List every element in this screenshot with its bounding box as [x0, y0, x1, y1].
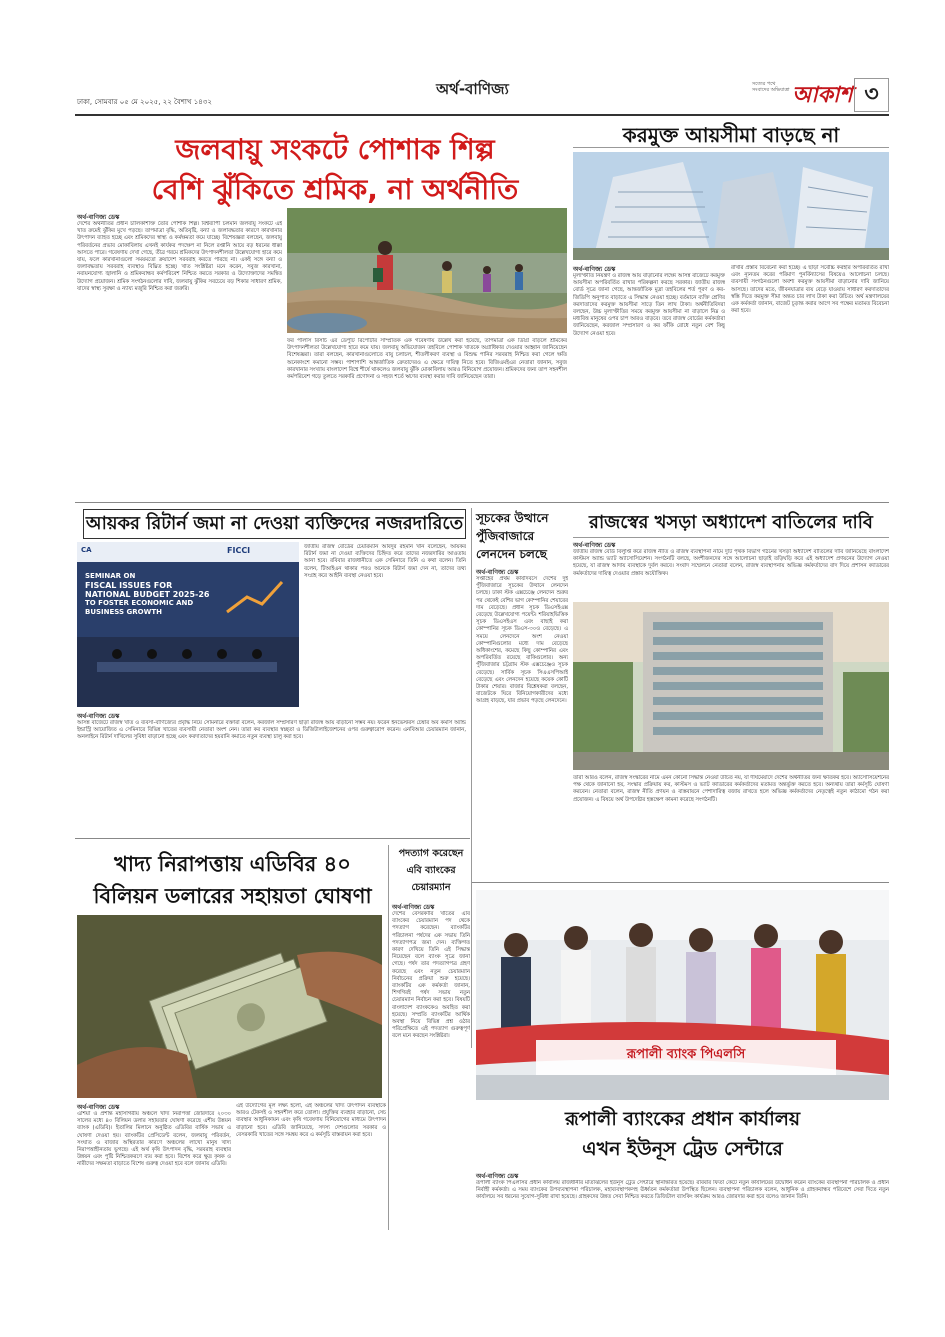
story8-body: রূপালী ব্যাংক পিএলসির প্রধান কার্যালয় রাজধানীর মতিঝিলের ইউনূস ট্রেড সেন্টারে স্থানান্তরিত হয়েছে। রবিবার ফিতা কেটে নতুন কার্যালয়ের উদ্বোধন করেন ব্যাংকের ব্যবস্থাপনা পরিচালক ও প্রধান নির্বাহী কর্মকর্তা। এ সময় ব্যাংকের উপব্যবস্থাপনা পরিচালক, মহাব্যবস্থাপকসহ ঊর্ধ্বতন কর্মকর্তারা উপস্থিত ছিলেন। ব্যবস্থাপনা পরিচালক বলেন, আধুনিক ও গ্রাহকবান্ধব পরিবেশে সেবা দিতে নতুন কার্যালয়ে সব ধরনের সুযোগ-সুবিধা রাখা হয়েছে। গ্রাহকদের উন্নত সেবা নিশ্চিত করতে ডিজিটাল ব্যাংকিং কার্যক্রম আরও জোরদার করা হবে বলেও জানান তিনি। [476, 1180, 889, 1201]
banner-line-2: FISCAL ISSUES FOR [85, 581, 173, 590]
story8-byline: অর্থ-বাণিজ্য ডেস্ক [476, 1173, 519, 1180]
story3-body-side: জাতীয় রাজস্ব বোর্ডের চেয়ারম্যান আবদুর রহমান খান বলেছেন, আয়কর রিটার্ন জমা না দেওয়া ব্যক্তিদের চিহ্নিত করে তাদের নজরদারির আওতায় আনা হবে। রবিবার রাজধানীতে এক সেমিনারে তিনি এ কথা বলেন। তিনি বলেন, টিআইএন থাকার পরও অনেকে রিটার্ন জমা দেন না, তাদের তথ্য সংগ্রহ করে আইনি ব্যবস্থা নেওয়া হবে। [304, 544, 466, 579]
banner-line-5: BUSINESS GROWTH [85, 608, 162, 616]
story3-body-bottom: আসন্ন বাজেটে রাজস্ব খাত ও ব্যবসা-বাণিজ্যের প্রবৃদ্ধি নিয়ে সেমিনারে বক্তারা বলেন, করজাল সম্প্রসারণ ছাড়া রাজস্ব আয় বাড়ানো সম্ভব নয়। ফরেন ইনভেস্টরস চেম্বার অব কমার্স অ্যান্ড ইন্ডাস্ট্রি আয়োজিত এ সেমিনারে বিভিন্ন খাতের ব্যবসায়ী নেতারা অংশ নেন। তারা কর ব্যবস্থার স্বচ্ছতা ও ডিজিটালাইজেশনের ওপর গুরুত্বারোপ করেন। এনবিআর চেয়ারম্যান জানান, অনলাইনে রিটার্ন দাখিলের সুবিধা বাড়ানো হচ্ছে এবং করদাতাদের হয়রানি কমাতে নতুন ব্যবস্থা চালু করা হবে। [77, 720, 466, 741]
story5-headline: রাজস্বের খসড়া অধ্যাদেশ বাতিলের দাবি [589, 512, 873, 533]
story2-body-left: মূল্যস্ফীতি নিয়ন্ত্রণ ও রাজস্ব আয় বাড়ানোর লক্ষ্যে আসন্ন বাজেটে করমুক্ত আয়সীমা অপরিবর্তিত রাখার পরিকল্পনা করছে সরকার। জাতীয় রাজস্ব বোর্ড সূত্রে জানা গেছে, আন্তর্জাতিক মুদ্রা তহবিলের শর্ত পূরণ ও কর-জিডিপি অনুপাত বাড়াতে এ সিদ্ধান্ত নেওয়া হচ্ছে। বর্তমানে ব্যক্তি শ্রেণির করদাতাদের করমুক্ত আয়সীমা সাড়ে তিন লাখ টাকা। অর্থনীতিবিদরা বলছেন, উচ্চ মূল্যস্ফীতির সময়ে করমুক্ত আয়সীমা না বাড়ালে নিম্ন ও মধ্যবিত্ত মানুষের ওপর চাপ আরও বাড়বে। তবে রাজস্ব বোর্ডের কর্মকর্তারা জানিয়েছেন, করজাল সম্প্রসারণ ও কর ফাঁকি রোধে নতুন বেশ কিছু উদ্যোগ নেওয়া হবে। [573, 273, 725, 337]
ribbon-cutting-photo [476, 890, 889, 1100]
seminar-stage-illustration [77, 542, 299, 707]
story6-headline-2: বিলিয়ন ডলারের সহায়তা ঘোষণা [93, 884, 372, 908]
story1-headline-2: বেশি ঝুঁকিতে শ্রমিক, না অর্থনীতি [151, 173, 519, 206]
story3-headline: আয়কর রিটার্ন জমা না দেওয়া ব্যক্তিদের নজরদারিতে [85, 513, 464, 534]
story2-byline: অর্থ-বাণিজ্য ডেস্ক [573, 266, 616, 273]
story4-headline-3: লেনদেন চলছে [476, 547, 547, 561]
story5-byline: অর্থ-বাণিজ্য ডেস্ক [573, 542, 616, 549]
story2-headline-box [573, 122, 889, 148]
seminar-photo [77, 542, 299, 707]
ribbon-cutting-illustration [476, 890, 889, 1100]
story7-headline-3: চেয়ারম্যান [411, 882, 451, 893]
story4-byline: অর্থ-বাণিজ্য ডেস্ক [476, 569, 519, 576]
office-building-photo [573, 152, 889, 260]
story4-headline-1: সূচকের উত্থানে [476, 511, 549, 525]
dateline: ঢাকা, সোমবার ০৫ মে ২০২৫, ২২ বৈশাখ ১৪৩২ [77, 98, 212, 106]
story6-body-right: এই উদ্যোগের মূল লক্ষ্য হলো, এই অঞ্চলের খাদ্য উৎপাদন ব্যবস্থাকে আরও টেকসই ও সহনশীল করে তোলা। প্রযুক্তির ব্যবহার বাড়ানো, সেচ ব্যবস্থার আধুনিকায়ন এবং কৃষি গবেষণায় বিনিয়োগের মাধ্যমে উৎপাদন বাড়ানো হবে। এডিবি জানিয়েছে, সদস্য দেশগুলোর সরকার ও বেসরকারি খাতের সঙ্গে সমন্বয় করে এ কর্মসূচি বাস্তবায়ন করা হবে। [236, 1103, 386, 1138]
seminar-ca-logo: CA [81, 546, 92, 554]
story7-body: দেশের বেসরকারি খাতের এবি ব্যাংকের চেয়ারম্যান পদ থেকে পদত্যাগ করেছেন। ব্যাংকটির পরিচালনা পর্ষদের এক সভায় তিনি পদত্যাগপত্র জমা দেন। ব্যক্তিগত কারণ দেখিয়ে তিনি এই সিদ্ধান্ত নিয়েছেন বলে ব্যাংক সূত্রে জানা গেছে। পর্ষদ তার পদত্যাগপত্র গ্রহণ করেছে এবং নতুন চেয়ারম্যান নির্বাচনের প্রক্রিয়া শুরু হয়েছে। ব্যাংকটির এক কর্মকর্তা জানান, শিগগিরই পর্ষদ সভায় নতুন চেয়ারম্যান নির্বাচন করা হবে। বিষয়টি বাংলাদেশ ব্যাংককেও অবহিত করা হয়েছে। সম্প্রতি ব্যাংকটির আর্থিক অবস্থা নিয়ে বিভিন্ন প্রশ্ন ওঠার পরিপ্রেক্ষিতে এই পদত্যাগ গুরুত্বপূর্ণ বলে মনে করছেন সংশ্লিষ্টরা। [392, 911, 470, 1040]
story1-body-left: দেশের অর্থনীতির প্রধান চালিকাশক্তি তৈরি পোশাক শিল্প। বিশ্বব্যাপী চলমান জলবায়ু সংকটে এই খাত ক্রমেই ঝুঁকির মুখে পড়ছে। তাপমাত্রা বৃদ্ধি, অতিবৃষ্টি, বন্যা ও জলাবদ্ধতার কারণে কারখানার উৎপাদন ব্যাহত হচ্ছে এবং শ্রমিকদের স্বাস্থ্য ও কর্মক্ষমতা কমে যাচ্ছে। বিশেষজ্ঞরা বলছেন, জলবায়ু পরিবর্তনের প্রভাব মোকাবিলায় এখনই কার্যকর পদক্ষেপ না নিলে রপ্তানি আয়ে বড় ধরনের ধাক্কা আসতে পারে। গবেষণায় দেখা গেছে, তীব্র গরমে শ্রমিকদের উৎপাদনশীলতা উল্লেখযোগ্য হারে কমে যায়, ফলে কারখানাগুলো সময়মতো ক্রয়াদেশ সরবরাহ করতে পারছে না। একই সঙ্গে বন্যা ও জলাবদ্ধতায় সরবরাহ ব্যবস্থাও বিঘ্নিত হচ্ছে। খাত সংশ্লিষ্টরা মনে করেন, সবুজ কারখানা, নবায়নযোগ্য জ্বালানি ও শ্রমিকবান্ধব কর্মপরিবেশ নিশ্চিত করতে সরকার ও উদ্যোক্তাদের সমন্বিত উদ্যোগ প্রয়োজন। শ্রমিক সংগঠনগুলোর দাবি, জলবায়ু ঝুঁকির সবচেয়ে বড় শিকার সাধারণ শ্রমিক, যাদের স্বাস্থ্য সুরক্ষা ও ন্যায্য মজুরি নিশ্চিত করা জরুরি। [77, 221, 282, 292]
section-divider-1 [75, 502, 889, 503]
story1-headline-1: জলবায়ু সংকটে পোশাক শিল্প [175, 133, 495, 166]
nbr-building-illustration [573, 602, 889, 770]
story8-headline-1: রূপালী ব্যাংকের প্রধান কার্যালয় [564, 1108, 801, 1130]
story3-byline: অর্থ-বাণিজ্য ডেস্ক [77, 713, 120, 720]
story7-headline-2: এবি ব্যাংকের [406, 865, 456, 876]
column-divider-1 [471, 508, 472, 1048]
story4-headline-2: পুঁজিবাজারে [476, 529, 535, 543]
seminar-banner-text [85, 572, 210, 617]
story7-byline: অর্থ-বাণিজ্য ডেস্ক [392, 904, 435, 911]
banner-line-1: SEMINAR ON [85, 572, 136, 580]
story3-headline-box [83, 509, 466, 539]
ribbon-banner-text: রূপালী ব্যাংক পিএলসি [626, 1047, 746, 1062]
banner-line-3: NATIONAL BUDGET 2025-26 [85, 590, 210, 599]
story6-body: এশিয়া ও প্রশান্ত মহাসাগরীয় অঞ্চলে খাদ্য নিরাপত্তা জোরদারে ২০৩০ সালের মধ্যে ৪০ বিলিয়ন ডলার সহায়তার ঘোষণা করেছে এশীয় উন্নয়ন ব্যাংক (এডিবি)। ইতালির মিলানে অনুষ্ঠিত এডিবির বার্ষিক সভায় এ ঘোষণা দেওয়া হয়। ব্যাংকটির প্রেসিডেন্ট বলেন, জলবায়ু পরিবর্তন, সংঘাত ও বাজার অস্থিরতার কারণে অঞ্চলের লাখো মানুষ খাদ্য নিরাপত্তাহীনতায় ভুগছে। এই অর্থ কৃষি উৎপাদন বৃদ্ধি, সরবরাহ ব্যবস্থার উন্নয়ন এবং পুষ্টি নিশ্চিতকরণে ব্যয় করা হবে। বিশেষ করে ক্ষুদ্র কৃষক ও নারীদের সক্ষমতা বাড়াতে বিশেষ গুরুত্ব দেওয়া হবে বলে জানায় এডিবি। [77, 1111, 231, 1168]
story7-headline-1: পদত্যাগ করেছেন [398, 848, 464, 859]
story5-body-bottom: তারা আরও বলেন, রাজস্ব সংস্কারের নামে এমন কোনো সিদ্ধান্ত নেওয়া উচিত নয়, যা দীর্ঘমেয়াদে দেশের অর্থনীতির জন্য ক্ষতিকর হবে। অ্যাসোসিয়েশনের পক্ষ থেকে জানানো হয়, সংস্কার প্রক্রিয়ায় কর, কাস্টমস ও ভ্যাট ক্যাডারের কর্মকর্তাদের মতামত অন্তর্ভুক্ত করতে হবে। অন্যথায় তারা কর্মসূচি ঘোষণা করবেন। নেতারা বলেন, রাজস্ব নীতি প্রণয়ন ও বাস্তবায়নে পেশাদারিত্ব বজায় রাখতে হলে অভিজ্ঞ কর্মকর্তাদের নেতৃত্বেই নতুন কাঠামো গঠন করা প্রয়োজন। এ বিষয়ে অর্থ উপদেষ্টার হস্তক্ষেপ কামনা করেছে সংগঠনটি। [573, 775, 889, 803]
story1-body-right: ফর পলিসি রিসার্চ এর ডেপুটি রিপোর্টার সাম্প্রতিক এক গবেষণায় উল্লেখ করা হয়েছে, তাপমাত্রা এক ডিগ্রি বাড়লে শ্রমিকের উৎপাদনশীলতা উল্লেখযোগ্য হারে কমে যায়। জলবায়ু অভিযোজন তহবিলে পোশাক খাতকে অগ্রাধিকার দেওয়ার আহ্বান জানিয়েছেন বিশেষজ্ঞরা। তারা বলছেন, কারখানাগুলোতে বায়ু চলাচল, শীতলীকরণ ব্যবস্থা ও বিশুদ্ধ পানির সরবরাহ নিশ্চিত করা গেলে ক্ষতি অনেকাংশে কমানো সম্ভব। পাশাপাশি আন্তর্জাতিক ক্রেতাদেরও এ ক্ষেত্রে দায়িত্ব নিতে হবে। বিজিএমইএর নেতারা জানান, সবুজ কারখানার সংখ্যায় বাংলাদেশ বিশ্বে শীর্ষে থাকলেও জলবায়ু ঝুঁকি মোকাবিলায় আরও বিনিয়োগ প্রয়োজন। শ্রমিকদের জন্য তাপ সহনশীল কর্মপরিবেশ গড়ে তুলতে সরকারি প্রণোদনা ও সহজ শর্তে ঋণের ব্যবস্থা করার দাবি জানিয়েছেন তারা। [287, 338, 567, 381]
section-divider-2 [75, 838, 470, 839]
flood-scene-illustration [287, 208, 567, 333]
seminar-ficci-logo: FICCI [227, 546, 251, 555]
section-title: অর্থ-বাণিজ্য [436, 80, 509, 98]
story6-headline-1: খাদ্য নিরাপত্তায় এডিবির ৪০ [114, 852, 351, 876]
story6-byline: অর্থ-বাণিজ্য ডেস্ক [77, 1104, 120, 1111]
nbr-building-photo [573, 602, 889, 770]
story4-body: সপ্তাহের প্রথম কার্যদিবসে দেশের দুই পুঁজিবাজারে সূচকের উত্থানে লেনদেন চলছে। ঢাকা স্টক এক্সচেঞ্জে লেনদেন শুরুর পর থেকেই বেশির ভাগ কোম্পানির শেয়ারের দাম বেড়েছে। প্রধান সূচক ডিএসইএক্স বেড়েছে উল্লেখযোগ্য পয়েন্ট। শরিয়াহভিত্তিক সূচক ডিএসইএস এবং বাছাই করা কোম্পানির সূচক ডিএস-৩০ও বেড়েছে। এ সময়ে লেনদেনে অংশ নেওয়া কোম্পানিগুলোর মধ্যে দাম বেড়েছে অধিকাংশের, কমেছে কিছু কোম্পানির এবং অপরিবর্তিত রয়েছে বাকিগুলোর। অন্য পুঁজিবাজার চট্টগ্রাম স্টক এক্সচেঞ্জেও সূচক বেড়েছে। সার্বিক সূচক সিএএসপিআই বেড়েছে এবং লেনদেন হয়েছে কয়েক কোটি টাকার শেয়ার। বাজার বিশ্লেষকরা বলছেন, বাজেটকে ঘিরে বিনিয়োগকারীদের মধ্যে আগ্রহ বাড়ছে, যার প্রভাব পড়ছে লেনদেনে। [476, 576, 568, 705]
logo-wordmark: আকাশ [792, 83, 853, 108]
story5-headline-box [573, 508, 889, 538]
newspaper-logo [752, 78, 870, 112]
header-rule [75, 114, 889, 116]
dollar-notes-photo [77, 915, 382, 1098]
logo-tagline: সত্যের পথে সংবাদের অভিযাত্রা [752, 81, 790, 93]
column-divider-2 [388, 845, 389, 1230]
page-number: ৩ [854, 78, 889, 112]
flood-workers-photo [287, 208, 567, 333]
office-building-illustration [573, 152, 889, 260]
story2-body-right: রাখার প্রস্তাব বিবেচনা করা হচ্ছে। এ ছাড়া সর্বোচ্চ করহার অপরিবর্তিত রাখা এবং ন্যূনতম করের পরিমাণ পুনর্বিন্যাসের বিষয়েও আলোচনা চলছে। ব্যবসায়ী সংগঠনগুলো অবশ্য করমুক্ত আয়সীমা বাড়ানোর দাবি জানিয়ে আসছে। তাদের মতে, জীবনযাত্রার ব্যয় বেড়ে যাওয়ায় সাধারণ করদাতাদের স্বস্তি দিতে করমুক্ত সীমা অন্তত চার লাখ টাকা করা উচিত। অর্থ মন্ত্রণালয়ের এক কর্মকর্তা জানান, বাজেট চূড়ান্ত করার আগে সব পক্ষের মতামত বিবেচনা করা হবে। [731, 265, 889, 315]
section-divider-3 [472, 882, 889, 883]
story5-body-top: জাতীয় রাজস্ব বোর্ড বিলুপ্তি করে রাজস্ব নীতি ও রাজস্ব ব্যবস্থাপনা নামে দুটি পৃথক বিভাগ গঠনের খসড়া অধ্যাদেশ বাতিলের দাবি জানিয়েছে বাংলাদেশ কাস্টমস অ্যান্ড ভ্যাট অ্যাসোসিয়েশন। সংগঠনটি বলছে, অংশীজনদের সঙ্গে আলোচনা ছাড়াই তড়িঘড়ি করে এই অধ্যাদেশ প্রণয়নের উদ্যোগ নেওয়া হয়েছে, যা রাজস্ব আদায় ব্যবস্থাকে দুর্বল করবে। সংবাদ সম্মেলনে নেতারা বলেন, রাজস্ব ব্যবস্থাপনায় অভিজ্ঞ কর্মকর্তাদের বাদ দিয়ে প্রশাসন ক্যাডারের কর্মকর্তাদের দায়িত্ব দেওয়ার প্রস্তাব অযৌক্তিক। [573, 549, 889, 577]
story1-byline: অর্থ-বাণিজ্য ডেস্ক [77, 214, 120, 221]
story8-headline-2: এখন ইউনূস ট্রেড সেন্টারে [582, 1138, 783, 1160]
dollar-notes-illustration [77, 915, 382, 1098]
banner-line-4: TO FOSTER ECONOMIC AND [85, 599, 194, 607]
story2-headline: করমুক্ত আয়সীমা বাড়ছে না [622, 123, 840, 147]
